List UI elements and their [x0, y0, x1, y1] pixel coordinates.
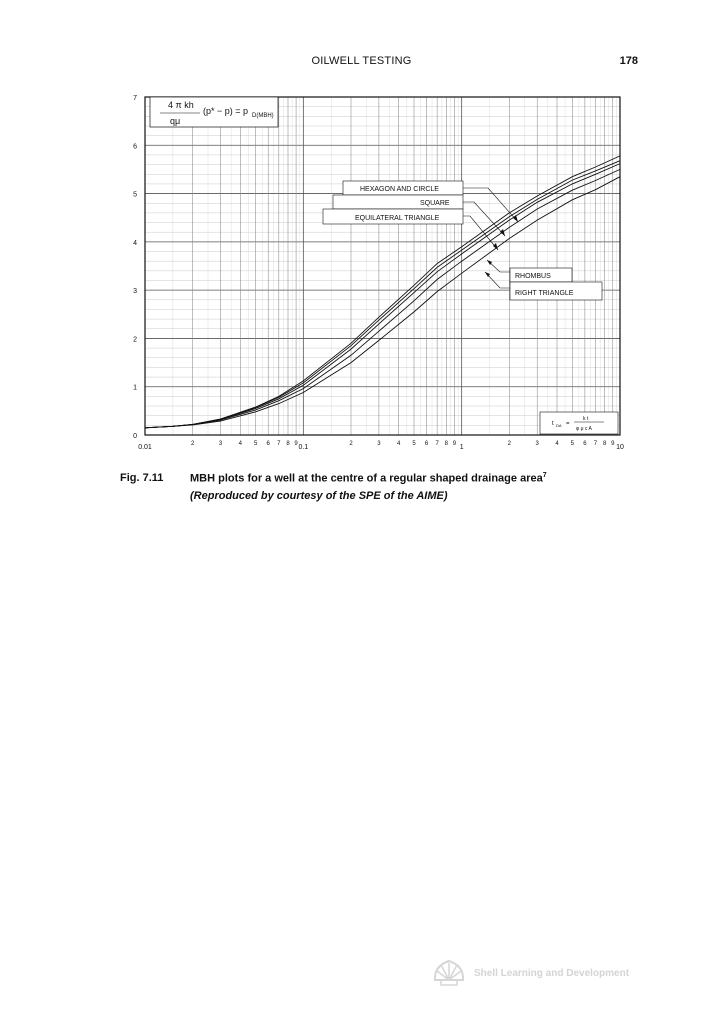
x-tick-label: 8 — [602, 441, 607, 447]
y-tick-labels — [133, 95, 137, 440]
x-tick-label: 4 — [238, 441, 242, 447]
time-formula-eq: = — [566, 421, 570, 427]
y-tick-label: 5 — [133, 191, 137, 199]
x-tick-label: 2 — [190, 441, 195, 447]
plot-frame — [145, 97, 620, 435]
x-tick-label: 1 — [459, 444, 464, 451]
formula-subscript: D(MBH) — [252, 113, 274, 119]
x-tick-label: 0.01 — [138, 444, 152, 451]
x-tick-label: 7 — [593, 441, 598, 447]
formula-numerator: 4 π kh — [168, 100, 194, 110]
shell-logo-icon — [432, 958, 466, 988]
x-tick-label: 4 — [396, 441, 401, 447]
x-tick-label: 9 — [452, 441, 457, 447]
minor-gridlines — [145, 97, 620, 435]
x-tick-label: 2 — [349, 441, 353, 447]
x-tick-label: 8 — [444, 441, 448, 447]
time-formula-lhs: t — [552, 421, 554, 427]
x-tick-label: 2 — [507, 441, 512, 447]
x-tick-labels — [138, 441, 624, 451]
y-tick-label: 4 — [133, 239, 137, 247]
figure-number: Fig. 7.11 — [120, 472, 164, 484]
x-tick-label: 3 — [218, 441, 223, 447]
legend-square: SQUARE — [420, 200, 450, 207]
figure-caption — [190, 472, 547, 485]
figure-caption-ref: 7 — [542, 472, 547, 479]
x-tick-label: 6 — [266, 441, 270, 447]
y-tick-label: 1 — [133, 384, 137, 392]
page-number: 178 — [619, 55, 638, 67]
x-tick-label: 5 — [570, 441, 575, 447]
formula-denominator: qμ — [170, 116, 181, 126]
figure-credit: (Reproduced by courtesy of the SPE of the AIME) — [190, 490, 448, 502]
x-tick-label: 5 — [253, 441, 258, 447]
x-tick-label: 9 — [294, 441, 298, 447]
x-tick-label: 7 — [277, 441, 281, 447]
x-tick-label: 7 — [435, 441, 439, 447]
y-tick-label: 6 — [133, 143, 137, 151]
time-formula-numerator: k t — [583, 416, 589, 422]
mbh-chart — [0, 0, 723, 470]
x-tick-label: 8 — [286, 441, 290, 447]
footer-brand-text: Shell Learning and Development — [474, 968, 630, 979]
page-running-title: OILWELL TESTING — [311, 55, 412, 67]
time-formula-lhs-sub: DA — [556, 423, 562, 428]
y-tick-label: 3 — [133, 288, 137, 296]
legend-hexagon-circle: HEXAGON AND CIRCLE — [360, 186, 439, 193]
x-tick-label: 6 — [424, 441, 429, 447]
y-tick-label: 7 — [133, 95, 137, 102]
x-tick-label: 10 — [616, 444, 624, 451]
major-gridlines — [145, 97, 620, 435]
legend — [323, 181, 602, 300]
time-formula-box — [540, 412, 618, 434]
x-tick-label: 3 — [377, 441, 381, 447]
legend-equilateral-triangle: EQUILATERAL TRIANGLE — [355, 215, 440, 222]
x-tick-label: 4 — [555, 441, 559, 447]
x-tick-label: 0.1 — [298, 444, 309, 451]
footer-brand — [432, 958, 652, 988]
x-tick-label: 5 — [412, 441, 416, 447]
figure-caption-text: MBH plots for a well at the centre of a regular shaped drainage area — [190, 472, 543, 485]
y-tick-label: 2 — [133, 336, 137, 344]
time-formula-denominator: φ μ c A — [576, 426, 592, 432]
formula-expression: (p* − p) = p — [203, 106, 249, 116]
x-tick-label: 3 — [535, 441, 539, 447]
legend-right-triangle: RIGHT TRIANGLE — [515, 290, 574, 297]
x-tick-label: 9 — [611, 441, 615, 447]
x-tick-label: 6 — [583, 441, 587, 447]
legend-rhombus: RHOMBUS — [515, 273, 551, 280]
y-tick-label: 0 — [133, 433, 137, 440]
formula-box — [150, 97, 278, 127]
